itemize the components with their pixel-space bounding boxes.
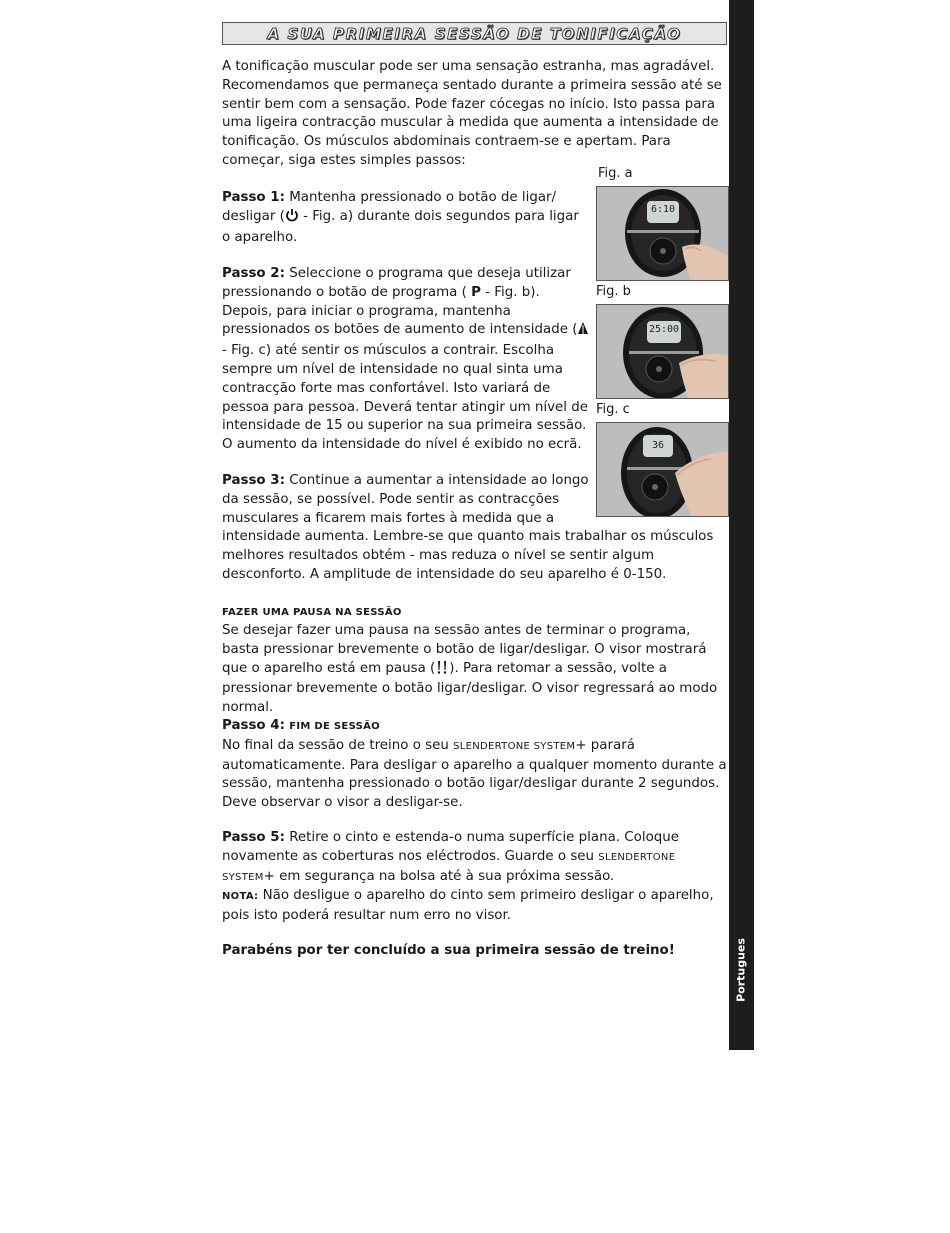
program-icon: P — [471, 284, 481, 300]
step-1-text-b: - Fig. a) durante dois segundos para ligar o aparelho. — [222, 208, 579, 245]
section-title: A SUA PRIMEIRA SESSÃO DE TONIFICAÇÃO — [267, 24, 682, 43]
step-4-paragraph — [222, 717, 727, 813]
step-3-label: Passo 3: — [222, 473, 285, 488]
step-2-paragraph — [222, 265, 590, 455]
intro-paragraph: A tonificação muscular pode ser uma sensação estranha, mas agradável. Recomendamos que permaneça sentado durante a primeira sessão até se sentir bem com a sensação. Pode fazer cócegas no início. Isto passa para uma ligeira contracção muscular à medida que aumenta a intensidade de tonificação. Os músculos abdominais contraem-se e apertam. Para começar, siga estes simples passos: — [222, 59, 722, 168]
pause-text-a: Se desejar fazer uma pausa na sessão antes de terminar o programa, basta pressionar brevemente o botão de ligar/desligar. O visor mostrará que o aparelho está em pausa ( — [222, 623, 707, 676]
step-1-text-a: Mantenha pressionado o botão de ligar/ desligar ( — [222, 190, 557, 224]
step-5-paragraph — [222, 829, 727, 926]
step-4-text-b: + parará automaticamente. Para desligar o aparelho a qualquer momento durante a sessão, mantenha pressionado o botão ligar/desligar durante 2 segundos. Deve observar o visor a desligar-se. — [222, 737, 727, 811]
fig-b-label: Fig. b — [596, 284, 631, 299]
pause-text-b: ). Para retomar a sessão, volte a pressionar brevemente o botão ligar/desligar. O visor regressará ao modo normal. — [222, 660, 718, 716]
step-4-heading: FIM DE SESSÃO — [289, 721, 380, 732]
step-5-brand: SLENDERTONE SYSTEM — [222, 851, 676, 883]
closing-message: Parabéns por ter concluído a sua primeira sessão de treino! — [222, 943, 675, 958]
step-2-text-b: - Fig. b). Depois, para iniciar o programa, mantenha pressionados os botões de aumento de intensidade ( — [222, 284, 578, 338]
intensity-up-icon — [577, 321, 589, 342]
fig-a-display: 6:10 — [650, 204, 676, 215]
language-label: Portugues — [734, 938, 748, 1002]
pause-icon — [435, 660, 449, 681]
fig-c-photo — [596, 422, 729, 517]
step-3-paragraph-wide: intensidade aumenta. Lembre-se que quanto mais trabalhar os músculos melhores resultados obtém - mas reduza o nível se sentir algum desconforto. A amplitude de intensidade do seu aparelho é 0-150. — [222, 529, 714, 582]
note-label: NOTA: — [222, 891, 259, 903]
step-5-label: Passo 5: — [222, 830, 285, 845]
note-text: Não desligue o aparelho do cinto sem primeiro desligar o aparelho, pois isto poderá resultar num erro no visor. — [222, 888, 714, 924]
language-tab-strip — [729, 0, 754, 1050]
power-icon — [285, 208, 299, 229]
step-2-label: Passo 2: — [222, 266, 285, 281]
step-1-label: Passo 1: — [222, 190, 285, 205]
step-4-label: Passo 4: — [222, 718, 285, 733]
pause-heading: FAZER UMA PAUSA NA SESSÃO — [222, 607, 402, 618]
fig-a-photo — [596, 186, 729, 281]
fig-a-label: Fig. a — [598, 166, 633, 181]
step-1-paragraph — [222, 189, 590, 247]
step-2-text-a: Seleccione o programa que deseja utilizar pressionando o botão de programa ( — [222, 266, 571, 300]
step-5-text-b: + em segurança na bolsa até à sua próxima sessão. — [263, 868, 615, 884]
step-2-text-c: - Fig. c) até sentir os músculos a contrair. Escolha sempre um nível de intensidade no qual sinta uma contracção forte mas confortável. Isto variará de pessoa para pessoa. Deverá tentar atingir um nível de intensidade de 15 ou superior na sua primeira sessão. O aumento da intensidade do nível é exibido no ecrã. — [222, 343, 589, 453]
fig-c-display: 36 — [651, 440, 665, 451]
fig-b-display: 25:00 — [648, 324, 680, 335]
fig-c-label: Fig. c — [596, 402, 630, 417]
pause-paragraph — [222, 622, 727, 718]
step-3-text-narrow: Continue a aumentar a intensidade ao longo da sessão, se possível. Pode sentir as contracções musculares a ficarem mais fortes à medida que a — [222, 473, 589, 526]
step-3-paragraph-narrow — [222, 472, 590, 528]
step-5-text-a: Retire o cinto e estenda-o numa superfície plana. Coloque novamente as coberturas nos eléctrodos. Guarde o seu — [222, 830, 679, 864]
step-4-brand: SLENDERTONE SYSTEM — [453, 740, 576, 752]
fig-b-photo — [596, 304, 729, 399]
step-4-text-a: No final da sessão de treino o seu — [222, 737, 454, 753]
section-title-box — [222, 22, 727, 45]
